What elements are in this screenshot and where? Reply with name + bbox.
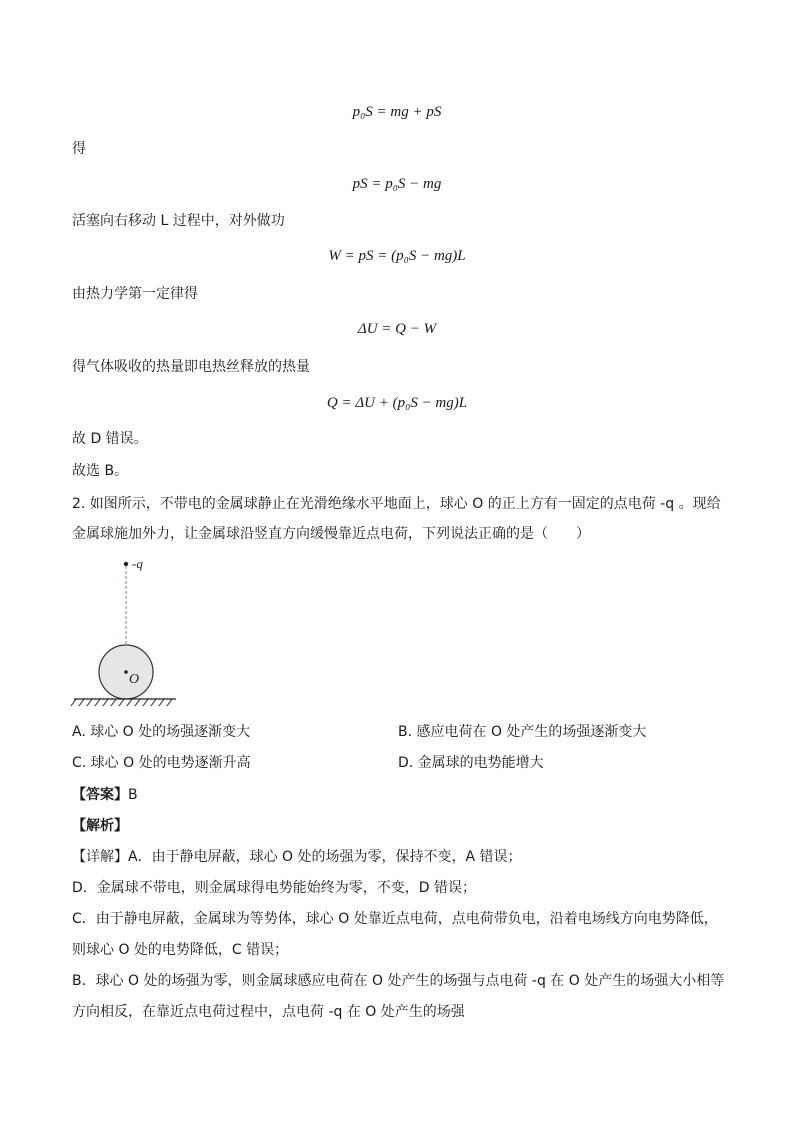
equation-4: ΔU = Q − W xyxy=(357,321,437,337)
text-heat: 得气体吸收的热量即电热丝释放的热量 xyxy=(72,359,310,375)
answer-line xyxy=(72,785,138,805)
option-c: C. 球心 O 处的电势逐渐升高 xyxy=(72,755,251,771)
analysis-line-1: 【详解】A．由于静电屏蔽，球心 O 处的场强为零，保持不变，A 错误； xyxy=(72,849,522,865)
text-piston-move: 活塞向右移动 L 过程中，对外做功 xyxy=(72,213,285,229)
analysis-label: 【解析】 xyxy=(72,818,128,834)
ground-hatching xyxy=(71,699,172,706)
figure-charged-sphere xyxy=(68,552,178,712)
text-d-wrong: 故 D 错误。 xyxy=(72,431,148,447)
text-thermo-law: 由热力学第一定律得 xyxy=(72,286,198,302)
analysis-line-5: B．球心 O 处的场强为零，则金属球感应电荷在 O 处产生的场强与点电荷 -q 在 O 处产生的场强大小相等 xyxy=(72,973,725,989)
analysis-line-2: D．金属球不带电，则金属球得电势能始终为零，不变，D 错误； xyxy=(72,880,477,896)
question-line-2: 金属球施加外力，让金属球沿竖直方向缓慢靠近点电荷，下列说法正确的是（ ） xyxy=(72,526,590,542)
point-charge-dot xyxy=(124,562,128,566)
option-d: D. 金属球的电势能增大 xyxy=(398,755,544,771)
sphere-center-dot xyxy=(124,670,128,674)
analysis-line-3: C．由于静电屏蔽，金属球为等势体，球心 O 处靠近点电荷，点电荷带负电，沿着电场线方向电势降低， xyxy=(72,911,718,927)
equation-1: p₀S = mg + pS xyxy=(352,104,442,120)
question-line-1: 2. 如图所示，不带电的金属球静止在光滑绝缘水平地面上，球心 O 的正上方有一固定的点电荷 -q 。现给 xyxy=(72,496,721,512)
equation-5: Q = ΔU + (p₀S − mg)L xyxy=(326,395,468,411)
analysis-line-4: 则球心 O 处的电势降低，C 错误； xyxy=(72,942,289,958)
answer-label: 【答案】 xyxy=(72,787,128,803)
option-b: B. 感应电荷在 O 处产生的场强逐渐变大 xyxy=(398,724,647,740)
answer-value: B xyxy=(128,787,138,803)
equation-3: W = pS = (p₀S − mg)L xyxy=(328,248,466,264)
option-a: A. 球心 O 处的场强逐渐变大 xyxy=(72,724,251,740)
analysis-line-6: 方向相反，在靠近点电荷过程中，点电荷 -q 在 O 处产生的场强 xyxy=(72,1004,465,1020)
text-choose-b: 故选 B。 xyxy=(72,463,129,479)
center-label: O xyxy=(129,672,140,687)
charge-label: -q xyxy=(132,556,143,571)
text-de: 得 xyxy=(72,141,86,157)
equation-2: pS = p₀S − mg xyxy=(352,176,442,192)
